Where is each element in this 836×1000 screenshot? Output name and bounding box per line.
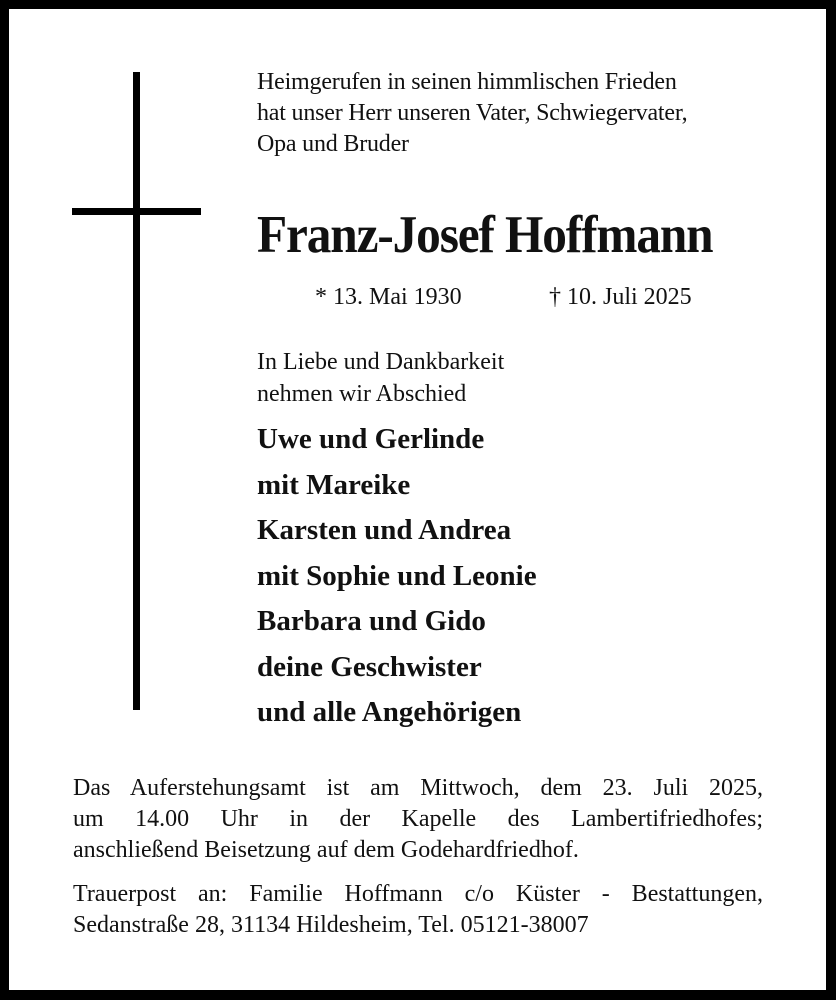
farewell-line: nehmen wir Abschied [257, 381, 467, 407]
service-info [73, 773, 763, 866]
cross-icon-horizontal-bar [72, 208, 201, 215]
family-list [257, 417, 537, 736]
family-member: mit Mareike [257, 468, 411, 501]
address-line: Trauerpost an: Familie Hoffmann c/o Küster - Bestattungen, [73, 881, 763, 907]
family-member: Uwe und Gerlinde [257, 423, 485, 455]
service-line: um 14.00 Uhr in der Kapelle des Lambertifriedhofes; [73, 806, 763, 832]
family-member: mit Sophie und Leonie [257, 559, 537, 592]
birth-date: * 13. Mai 1930 [315, 284, 462, 310]
deceased-name: Franz-Josef Hoffmann [257, 206, 713, 264]
intro-text [257, 67, 687, 160]
intro-line: hat unser Herr unseren Vater, Schwiegervater, [257, 100, 688, 126]
family-member: deine Geschwister [257, 650, 482, 683]
family-member: Barbara und Gido [257, 605, 486, 637]
obituary-notice [9, 9, 826, 990]
farewell-text [257, 346, 504, 410]
cross-icon-vertical-bar [133, 72, 140, 710]
intro-line: Opa und Bruder [257, 131, 409, 157]
intro-line: Heimgerufen in seinen himmlischen Frieden [257, 69, 677, 95]
family-member: Karsten und Andrea [257, 514, 512, 546]
address-line: Sedanstraße 28, 31134 Hildesheim, Tel. 05121-38007 [73, 912, 589, 938]
family-member: und alle Angehörigen [257, 696, 522, 728]
service-line: Das Auferstehungsamt ist am Mittwoch, dem 23. Juli 2025, [73, 775, 763, 801]
farewell-line: In Liebe und Dankbarkeit [257, 349, 505, 375]
condolence-address [73, 879, 763, 941]
service-line: anschließend Beisetzung auf dem Godehardfriedhof. [73, 837, 579, 863]
death-date: † 10. Juli 2025 [549, 284, 692, 310]
